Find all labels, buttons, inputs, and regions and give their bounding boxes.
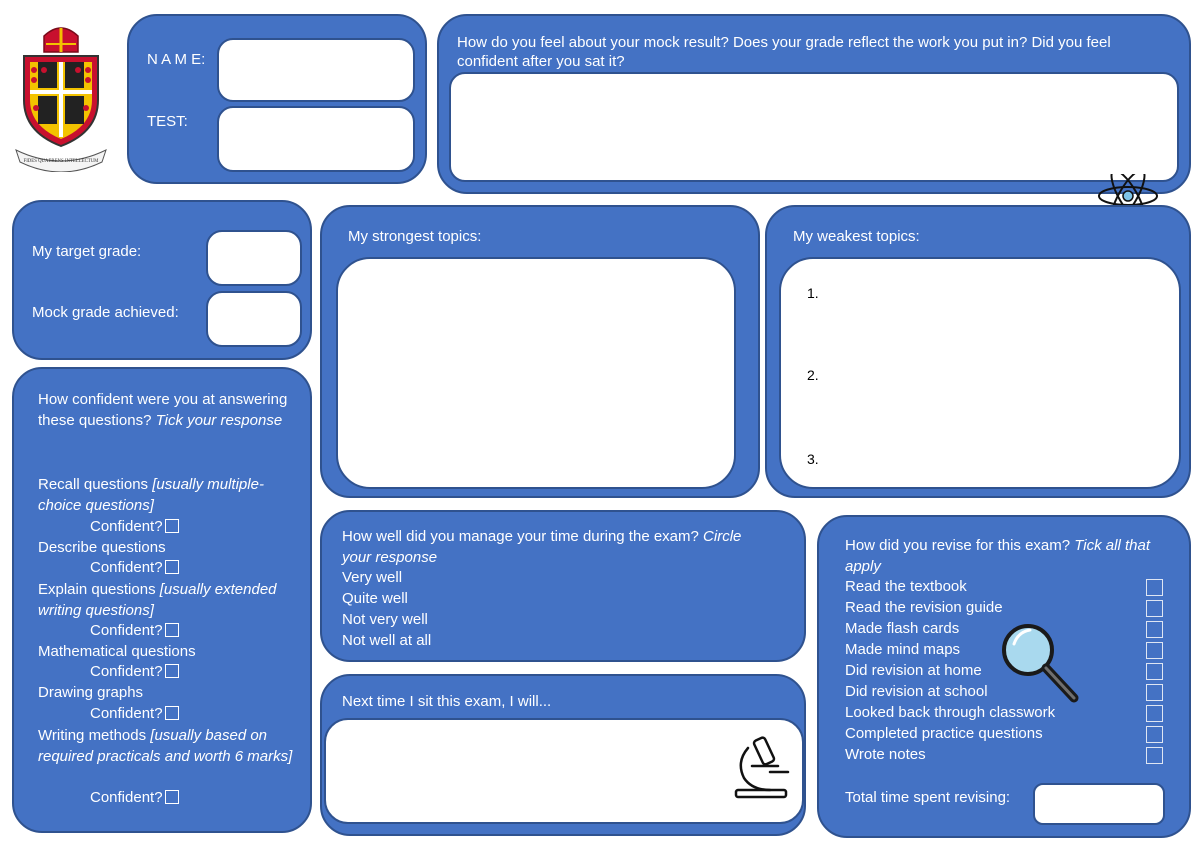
target-grade-field[interactable] <box>206 230 302 286</box>
feelings-panel <box>437 14 1191 194</box>
name-label: N A M E: <box>147 51 206 68</box>
revision-checkbox[interactable] <box>1146 705 1163 722</box>
revision-option-textbook[interactable] <box>845 577 1119 597</box>
revision-question-block <box>845 535 1180 577</box>
graphs-checkbox[interactable] <box>165 706 179 720</box>
explain-confident <box>38 621 179 641</box>
recall-confident <box>38 517 179 537</box>
confident-label: Confident? <box>90 622 163 639</box>
strongest-topics-panel <box>320 205 760 498</box>
recall-hint: [usually multiple-choice questions] <box>38 476 264 514</box>
recall-checkbox[interactable] <box>165 519 179 533</box>
school-crest-icon <box>14 22 108 172</box>
confidence-hint: Tick your response <box>155 412 283 429</box>
explain-label: Explain questions <box>38 581 156 598</box>
recall-label: Recall questions <box>38 476 149 493</box>
time-option-quite-well[interactable]: Quite well <box>342 590 408 607</box>
time-option-not-well-at-all[interactable]: Not well at all <box>342 632 432 649</box>
describe-checkbox[interactable] <box>165 560 179 574</box>
revision-option-label: Read the revision guide <box>845 599 1003 616</box>
describe-label: Describe questions <box>38 539 166 556</box>
target-grade-label: My target grade: <box>32 243 142 260</box>
explain-hint: [usually extended writing questions] <box>38 581 277 619</box>
methods-confident <box>38 788 179 808</box>
methods-label: Writing methods <box>38 727 147 744</box>
methods-item <box>38 725 294 767</box>
confidence-panel <box>12 367 312 833</box>
feelings-answer[interactable] <box>449 72 1179 182</box>
time-hint: Circle your response <box>342 528 742 566</box>
describe-confident <box>38 558 179 578</box>
weak-topic-1: 1. <box>807 285 819 301</box>
revision-option-notes[interactable] <box>845 745 1119 765</box>
revision-option-label: Read the textbook <box>845 578 967 595</box>
methods-checkbox[interactable] <box>165 790 179 804</box>
mock-grade-label: Mock grade achieved: <box>32 304 179 321</box>
revision-question: How did you revise for this exam? <box>845 537 1071 554</box>
revision-checkbox[interactable] <box>1146 663 1163 680</box>
strongest-topics-title: My strongest topics: <box>348 228 482 245</box>
revision-option-practice-questions[interactable] <box>845 724 1119 744</box>
revision-checkbox[interactable] <box>1146 600 1163 617</box>
revision-option-classwork[interactable] <box>845 703 1119 723</box>
time-question: How well did you manage your time during the exam? <box>342 528 699 545</box>
strongest-topics-answer[interactable] <box>336 257 736 489</box>
test-label: TEST: <box>147 113 188 130</box>
weakest-topics-answer[interactable] <box>779 257 1181 489</box>
time-panel <box>320 510 806 662</box>
graphs-label: Drawing graphs <box>38 684 144 701</box>
revision-option-label: Did revision at home <box>845 662 982 679</box>
identity-panel <box>127 14 427 184</box>
revision-option-revision-guide[interactable] <box>845 598 1119 618</box>
explain-checkbox[interactable] <box>165 623 179 637</box>
time-question-block <box>342 526 762 568</box>
revision-option-label: Did revision at school <box>845 683 988 700</box>
weak-topic-3: 3. <box>807 451 819 467</box>
crest-motto: FIDES QUAERENS INTELLECTUM <box>23 159 99 164</box>
microscope-icon <box>730 732 798 800</box>
confidence-intro <box>38 389 288 431</box>
mathematical-checkbox[interactable] <box>165 664 179 678</box>
time-option-very-well[interactable]: Very well <box>342 569 403 586</box>
explain-item <box>38 579 300 621</box>
revision-checkbox[interactable] <box>1146 642 1163 659</box>
revision-checkbox[interactable] <box>1146 621 1163 638</box>
test-field[interactable] <box>217 106 415 172</box>
revision-option-label: Completed practice questions <box>845 725 1043 742</box>
revision-option-label: Wrote notes <box>845 746 926 763</box>
confident-label: Confident? <box>90 559 163 576</box>
revision-hint: Tick all that apply <box>845 537 1151 575</box>
revision-option-label: Made mind maps <box>845 641 961 658</box>
revision-checkbox[interactable] <box>1146 579 1163 596</box>
weak-topic-2: 2. <box>807 367 819 383</box>
recall-item <box>38 474 294 516</box>
time-option-not-very-well[interactable]: Not very well <box>342 611 428 628</box>
confident-label: Confident? <box>90 789 163 806</box>
revision-option-label: Looked back through classwork <box>845 704 1056 721</box>
graphs-confident <box>38 704 179 724</box>
revision-checkbox[interactable] <box>1146 747 1163 764</box>
revision-checkbox[interactable] <box>1146 684 1163 701</box>
mock-grade-field[interactable] <box>206 291 302 347</box>
confident-label: Confident? <box>90 663 163 680</box>
revision-checkbox[interactable] <box>1146 726 1163 743</box>
confidence-question: How confident were you at answering these questions? <box>38 391 288 429</box>
magnifying-glass-icon <box>998 620 1082 706</box>
confident-label: Confident? <box>90 705 163 722</box>
name-field[interactable] <box>217 38 415 102</box>
feelings-question: How do you feel about your mock result? Does your grade reflect the work you put in? Did you feel confident after you sat it? <box>457 34 1111 70</box>
next-time-title: Next time I sit this exam, I will... <box>342 693 552 710</box>
confident-label: Confident? <box>90 518 163 535</box>
weakest-topics-panel <box>765 205 1191 498</box>
total-time-field[interactable] <box>1033 783 1165 825</box>
mathematical-confident <box>38 662 179 682</box>
revision-option-label: Made flash cards <box>845 620 960 637</box>
methods-hint: [usually based on required practicals and worth 6 marks] <box>38 727 293 765</box>
total-time-label: Total time spent revising: <box>845 789 1011 806</box>
mathematical-label: Mathematical questions <box>38 643 196 660</box>
grades-panel <box>12 200 312 360</box>
weakest-topics-title: My weakest topics: <box>793 228 920 245</box>
